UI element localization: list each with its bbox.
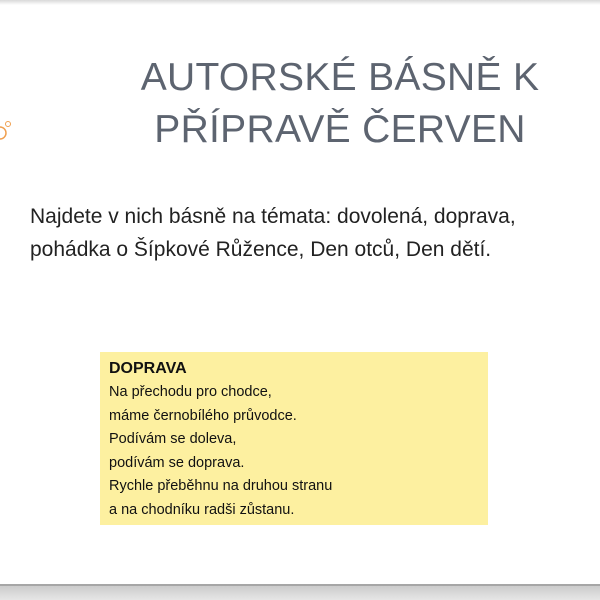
poem-box [100, 352, 488, 525]
slide-bottom-bar [0, 584, 600, 600]
slide-title-line-2: PŘÍPRAVĚ ČERVEN [154, 108, 526, 151]
intro-text-line-1: Najdete v nich básně na témata: dovolená, doprava, [30, 205, 516, 228]
poem-line: podívám se doprava. [109, 454, 245, 471]
slide-title [90, 52, 590, 156]
poem-line: a na chodníku radši zůstanu. [109, 501, 295, 518]
slide-bottom-divider [0, 584, 600, 586]
slide-top-edge [0, 0, 600, 5]
intro-text [30, 200, 600, 266]
orange-circles-decoration-icon [0, 119, 16, 143]
poem-title: DOPRAVA [109, 360, 187, 377]
slide-title-line-1: AUTORSKÉ BÁSNĚ K [140, 56, 540, 99]
poem-line: Na přechodu pro chodce, [109, 384, 272, 400]
intro-text-line-2: pohádka o Šípkové Růžence, Den otců, Den dětí. [30, 238, 492, 261]
poem-line: Rychle přeběhnu na druhou stranu [109, 478, 333, 494]
poem-line: Podívám se doleva, [109, 431, 237, 447]
poem-line: máme černobílého průvodce. [109, 407, 297, 424]
